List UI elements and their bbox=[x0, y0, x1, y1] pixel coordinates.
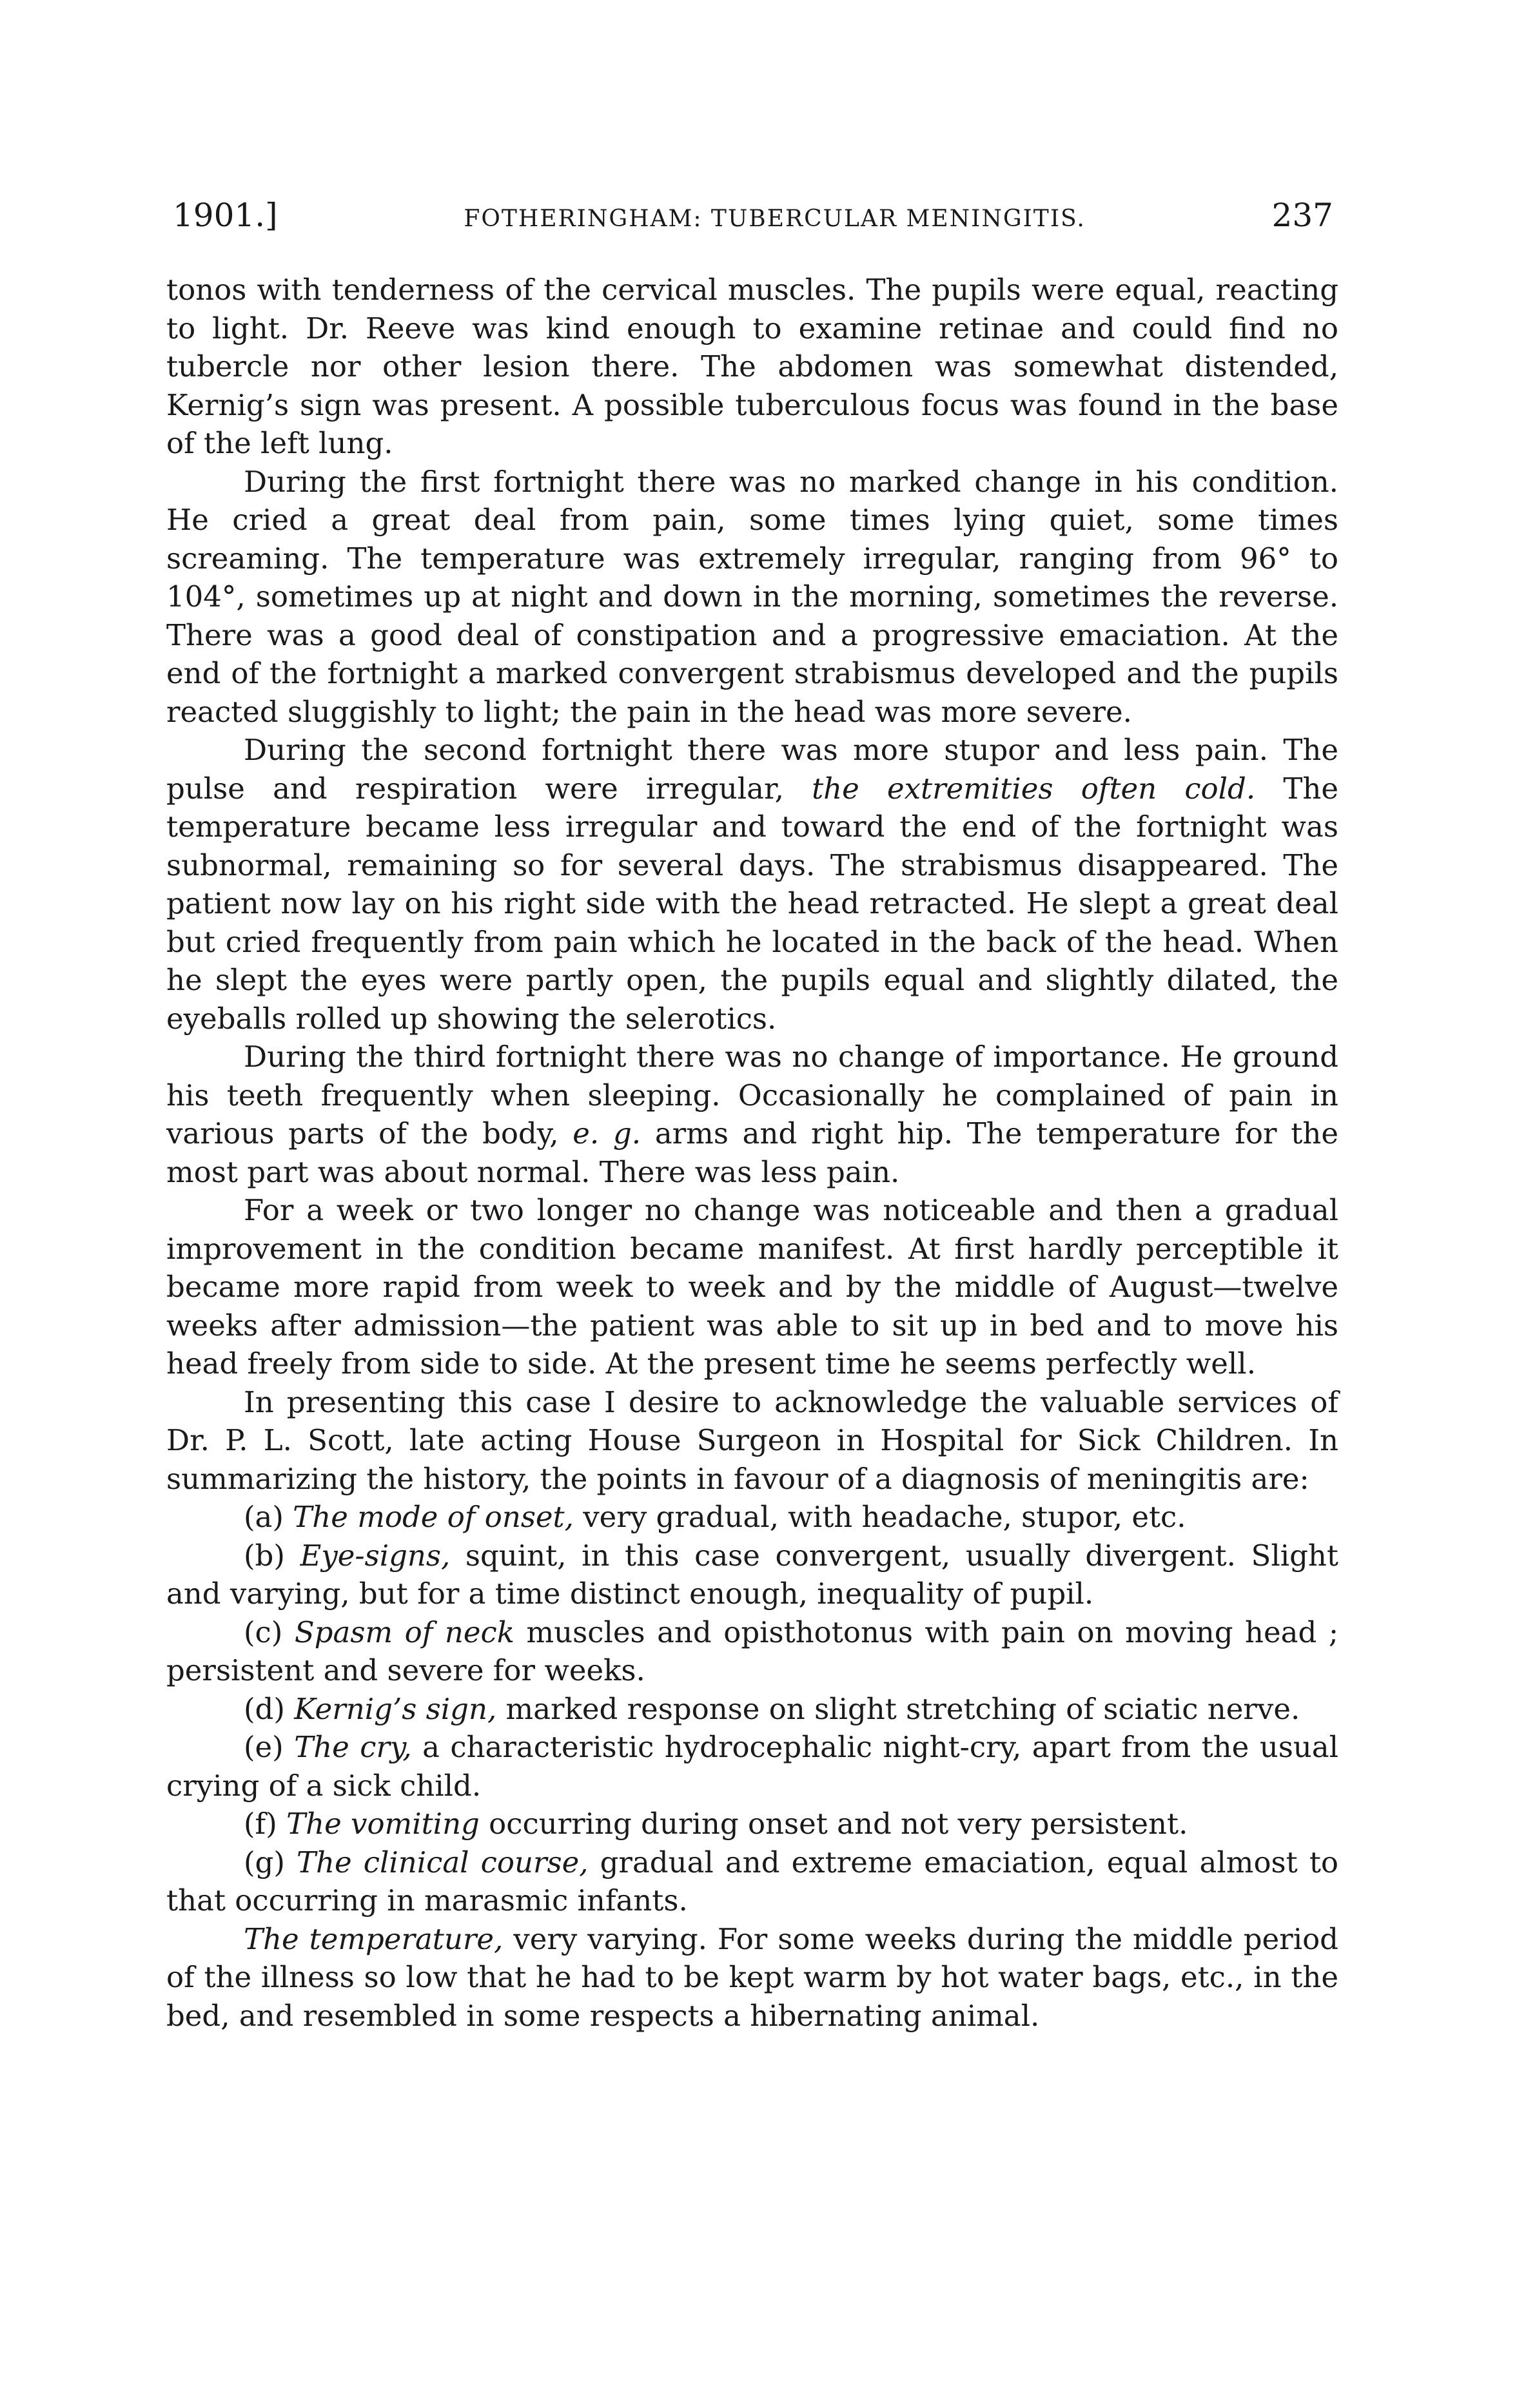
list-item-text: very gradual, with headache, stupor, etc. bbox=[573, 1500, 1186, 1534]
list-item-g bbox=[166, 1843, 1338, 1920]
paragraph-temperature bbox=[166, 1920, 1338, 2035]
list-item-label: (b) bbox=[244, 1538, 285, 1573]
list-item-e bbox=[166, 1728, 1338, 1805]
paragraph-text: During the second fortnight there was more stupor and less pain. The pulse and respiration were irregular, bbox=[166, 733, 1338, 806]
list-item-label: (g) bbox=[244, 1845, 285, 1879]
list-item-f bbox=[166, 1805, 1338, 1843]
page-number: 237 bbox=[1271, 197, 1333, 234]
list-item-heading: Kernig’s sign, bbox=[294, 1691, 497, 1726]
header-year: 1901.] bbox=[173, 197, 278, 234]
paragraph-text: The temperature became less irregular and toward the end of the fortnight was subnormal, remaining so for several days. The strabismus disappeared. The patient now lay on his right side with the head retracted. He slept a great deal but cried frequently from pain which he located in the back of the head. When he slept the eyes were partly open, the pupils equal and slightly dilated, the eyeballs rolled up showing the selerotics. bbox=[166, 771, 1338, 1036]
list-item-label: (a) bbox=[244, 1500, 284, 1534]
paragraph-continuation: tonos with tenderness of the cervical muscles. The pupils were equal, reacting to light. Dr. Reeve was kind enough to examine retinae and could find no tubercle nor other lesion there. The abdomen was somewhat distended, Kernig’s sign was present. A possible tuberculous focus was found in the base of the left lung. bbox=[166, 273, 1338, 460]
running-header bbox=[173, 197, 1333, 234]
paragraph-third-fortnight bbox=[166, 1038, 1338, 1191]
paragraph-italic-text: the extremities often cold. bbox=[812, 771, 1256, 806]
paragraph-text: During the third fortnight there was no change of importance. He ground his teeth frequently when sleeping. Occasionally he complained of pain in various parts of the body, bbox=[166, 1040, 1338, 1151]
paragraph-first-fortnight: During the first fortnight there was no marked change in his condition. He cried a great deal from pain, some times lying quiet, some times screaming. The temperature was extremely irregular, ranging from 96° to 104°, sometimes up at night and down in the morning, sometimes the reverse. There was a good deal of constipation and a progressive emaciation. At the end of the fortnight a marked convergent strabismus developed and the pupils reacted sluggishly to light; the pain in the head was more severe. bbox=[166, 464, 1338, 729]
paragraph-italic-text: e. g. bbox=[573, 1116, 641, 1151]
list-item-heading: Spasm of neck bbox=[294, 1615, 514, 1649]
list-item-heading: Eye-signs, bbox=[300, 1538, 451, 1573]
list-item-c bbox=[166, 1613, 1338, 1690]
paragraph-improvement: For a week or two longer no change was noticeable and then a gradual improvement in the condition became manifest. At first hardly perceptible it became more rapid from week to week and by the middle of August—twelve weeks after admission—the patient was able to sit up in bed and to move his head freely from side to side. At the present time he seems perfectly well. bbox=[166, 1193, 1338, 1381]
list-item-text: muscles and opisthotonus with pain on moving head ; persistent and severe for weeks. bbox=[166, 1615, 1338, 1687]
paragraph-second-fortnight bbox=[166, 731, 1338, 1038]
list-item-heading: The cry, bbox=[294, 1730, 412, 1764]
list-item-label: (c) bbox=[244, 1615, 283, 1649]
header-running-title: FOTHERINGHAM: TUBERCULAR MENINGITIS. bbox=[464, 206, 1086, 232]
list-item-text: a characteristic hydrocephalic night-cry, apart from the usual crying of a sick child. bbox=[166, 1730, 1338, 1803]
list-item-label: (f) bbox=[244, 1807, 277, 1841]
list-item-label: (d) bbox=[244, 1691, 285, 1726]
list-item-text: marked response on slight stretching of sciatic nerve. bbox=[496, 1691, 1300, 1726]
list-item-text: squint, in this case convergent, usually divergent. Slight and varying, but for a time distinct enough, inequality of pupil. bbox=[166, 1538, 1338, 1611]
list-item-text: gradual and extreme emaciation, equal almost to that occurring in marasmic infants. bbox=[166, 1845, 1339, 1918]
list-item-a bbox=[166, 1498, 1338, 1537]
list-item-label: (e) bbox=[244, 1730, 284, 1764]
paragraph-text: very varying. For some weeks during the middle period of the illness so low that he had to be kept warm by hot water bags, etc., in the bed, and resembled in some respects a hibernating animal. bbox=[166, 1921, 1338, 2033]
list-item-heading: The mode of onset, bbox=[293, 1500, 574, 1534]
list-item-heading: The clinical course, bbox=[297, 1845, 589, 1879]
paragraph-text: arms and right hip. The temperature for the most part was about normal. There was less pain. bbox=[166, 1116, 1338, 1189]
list-item-text: occurring during onset and not very persistent. bbox=[479, 1807, 1188, 1841]
paragraph-italic-text: The temperature, bbox=[244, 1921, 504, 1956]
list-item-d bbox=[166, 1690, 1338, 1729]
paragraph-summary-intro: In presenting this case I desire to acknowledge the valuable services of Dr. P. L. Scott, late acting House Surgeon in Hospital for Sick Children. In summarizing the history, the points in favour of a diagnosis of meningitis are: bbox=[166, 1384, 1338, 1496]
list-item-b bbox=[166, 1537, 1338, 1613]
list-item-heading: The vomiting bbox=[286, 1807, 480, 1841]
body-text bbox=[166, 271, 1338, 2035]
